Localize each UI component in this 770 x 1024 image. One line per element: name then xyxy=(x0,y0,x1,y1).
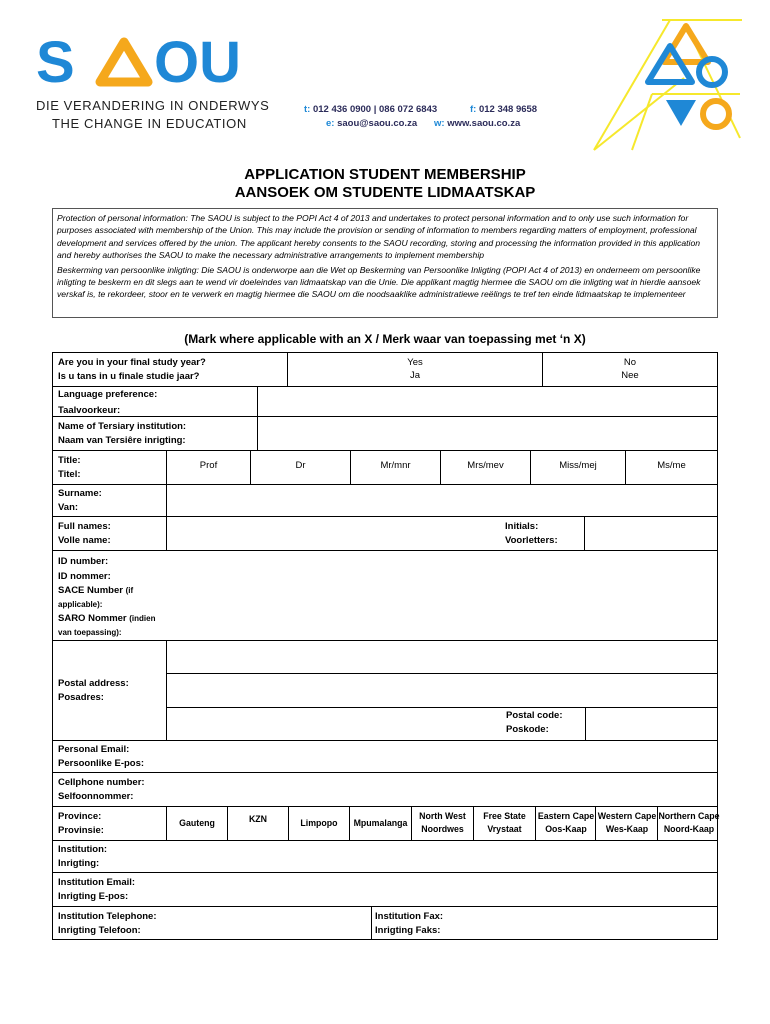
row-province xyxy=(52,806,718,840)
full-names-field[interactable] xyxy=(166,517,502,550)
language-label: Language preference: Taalvoorkeur: xyxy=(58,389,158,416)
province-northern-cape[interactable]: Northern Cape Noord-Kaap xyxy=(657,807,717,840)
row-institution-name xyxy=(52,416,718,450)
initials-label: Initials: Voorletters: xyxy=(505,521,558,546)
province-gauteng[interactable]: Gauteng xyxy=(166,807,227,840)
title-option-ms[interactable]: Ms/me xyxy=(625,451,717,484)
institution-label: Institution: Inrigting: xyxy=(58,844,108,869)
cellphone-field[interactable] xyxy=(166,773,717,806)
institution-name-field[interactable] xyxy=(257,417,717,450)
province-eastern-cape[interactable]: Eastern Cape Oos-Kaap xyxy=(535,807,595,840)
form-title-en: APPLICATION STUDENT MEMBERSHIP xyxy=(244,166,526,183)
id-number-label: ID number: ID nommer: xyxy=(58,556,111,582)
row-language xyxy=(52,386,718,416)
saro-number-label: SARO Nommer (indien van toepassing): xyxy=(58,613,156,637)
institution-fax-label: Institution Fax: Inrigting Faks: xyxy=(375,911,444,936)
id-number-field[interactable] xyxy=(166,551,717,584)
form-title-af: AANSOEK OM STUDENTE LIDMAATSKAP xyxy=(234,184,536,201)
cellphone-label: Cellphone number: Selfoonnommer: xyxy=(58,777,145,802)
personal-email-field[interactable] xyxy=(166,741,717,772)
title-option-mrs[interactable]: Mrs/mev xyxy=(440,451,530,484)
row-institution-telephone xyxy=(52,906,718,940)
title-option-dr[interactable]: Dr xyxy=(250,451,350,484)
surname-field[interactable] xyxy=(166,485,717,516)
saou-logo xyxy=(36,34,266,88)
svg-text:OU: OU xyxy=(154,34,241,88)
contact-website[interactable]: w: www.saou.co.za xyxy=(434,118,521,129)
row-full-names xyxy=(52,516,718,550)
row-postal-address xyxy=(52,640,718,740)
institution-telephone-label: Institution Telephone: Inrigting Telefoon: xyxy=(58,911,157,936)
final-year-label: Are you in your final study year? Is u tans in u finale studie jaar? xyxy=(58,357,206,382)
row-id-number xyxy=(52,550,718,584)
contact-email[interactable]: e: saou@saou.co.za xyxy=(326,118,418,129)
postal-address-label: Postal address: Posadres: xyxy=(58,678,129,703)
tagline-af: DIE VERANDERING IN ONDERWYS xyxy=(36,98,270,113)
institution-field[interactable] xyxy=(166,841,717,872)
title-option-miss[interactable]: Miss/mej xyxy=(530,451,625,484)
initials-field[interactable] xyxy=(584,517,717,550)
title-label: Title: Titel: xyxy=(58,455,81,480)
svg-text:S: S xyxy=(36,34,74,88)
postal-code-field[interactable] xyxy=(585,707,717,740)
row-institution xyxy=(52,840,718,872)
title-option-mr[interactable]: Mr/mnr xyxy=(350,451,440,484)
popi-notice-af: Beskerming van persoonlike inligting: Die SAOU is onderworpe aan die Wet op Beskerming van Persoonlike Inligting (POPI Act 4 of 2013) en onderneem om persoonlike inligting te beskerm en dit slegs aan te wend vir doeleindes van lidmaatskap van die Unie. Die applikant magtig hiermee die SAOU om die inligting wat in hierdie aansoek verskaf is, te rekordeer, stoor en te verwerk en magtig hiermee die SAOU om die noodsaaklike administratiewe reëlings te tref ten einde lidmaatskap te implementeer xyxy=(57,264,701,300)
row-final-year xyxy=(52,352,718,386)
personal-email-label: Personal Email: Persoonlike E-pos: xyxy=(58,744,145,769)
contact-fax: f: 012 348 9658 xyxy=(470,104,538,115)
contact-phone: t: 012 436 0900 | 086 072 6843 xyxy=(304,104,438,115)
postal-address-field[interactable] xyxy=(166,641,717,740)
title-option-prof[interactable]: Prof xyxy=(166,451,250,484)
row-surname xyxy=(52,484,718,516)
postal-code-label: Postal code: Poskode: xyxy=(506,710,563,735)
decorative-shapes-graphic xyxy=(592,18,742,152)
initials-label-cell xyxy=(502,517,584,550)
row-cellphone xyxy=(52,772,718,806)
yes-option-box[interactable]: Yes Ja xyxy=(287,353,542,386)
full-names-label: Full names: Volle name: xyxy=(58,521,111,546)
row-institution-email xyxy=(52,872,718,906)
institution-name-label: Name of Tersiary institution: Naam van Tersiêre inrigting: xyxy=(58,421,187,446)
sace-number-label: SACE Number (if applicable): xyxy=(58,585,134,609)
membership-form xyxy=(52,352,718,940)
row-personal-email xyxy=(52,740,718,772)
province-free-state[interactable]: Free State Vrystaat xyxy=(473,807,535,840)
row-sace-number xyxy=(52,584,718,640)
province-western-cape[interactable]: Western Cape Wes-Kaap xyxy=(595,807,657,840)
surname-label: Surname: Van: xyxy=(58,488,102,513)
popi-notice-box xyxy=(52,208,718,318)
institution-fax-field[interactable] xyxy=(371,907,717,939)
mark-instruction: (Mark where applicable with an X / Merk waar van toepassing met ‘n X) xyxy=(184,332,586,346)
institution-telephone-field[interactable] xyxy=(166,907,371,939)
language-field[interactable] xyxy=(257,387,717,416)
no-option-box[interactable]: No Nee xyxy=(542,353,717,386)
province-north-west[interactable]: North West Noordwes xyxy=(411,807,473,840)
postal-code-label-cell xyxy=(503,707,585,740)
province-kzn[interactable]: KZN xyxy=(227,807,288,840)
province-mpumalanga[interactable]: Mpumalanga xyxy=(349,807,411,840)
tagline-en: THE CHANGE IN EDUCATION xyxy=(52,116,247,131)
popi-notice-en: Protection of personal information: The SAOU is subject to the POPI Act 4 of 2013 and undertakes to protect personal information and to only use such information for purposes associated with membership of the Union. This may include the provision or sending of information to members regarding matters of employment, professional development and services offered by the union. The applicant hereby consents to the SAOU recording, storing and processing the information provided in this application and hereby authorises the SAOU to make the necessary administrative arrangements to implement membership xyxy=(57,213,700,261)
row-title xyxy=(52,450,718,484)
institution-email-label: Institution Email: Inrigting E-pos: xyxy=(58,877,136,902)
institution-email-field[interactable] xyxy=(166,873,717,906)
province-label: Province: Provinsie: xyxy=(58,811,104,836)
province-limpopo[interactable]: Limpopo xyxy=(288,807,349,840)
sace-number-field[interactable] xyxy=(166,584,717,640)
